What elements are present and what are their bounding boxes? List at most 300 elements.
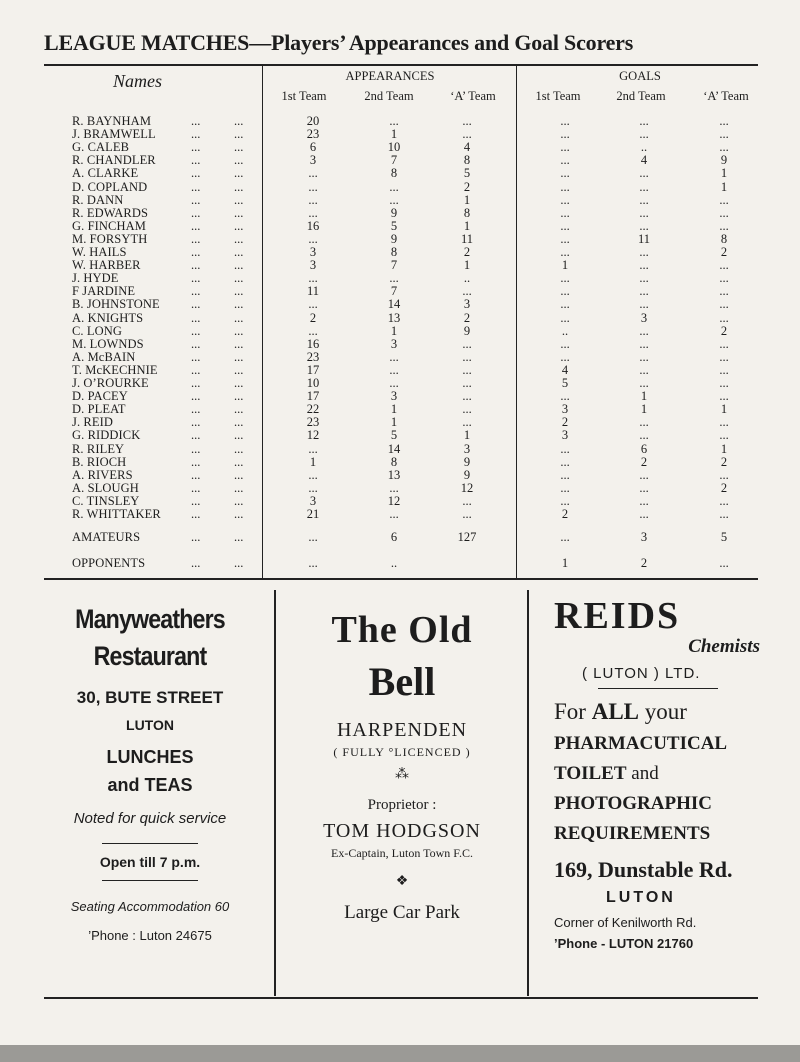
leader-dots: ... [234,428,244,443]
apps-1st-team: ... [308,467,318,482]
apps-a-team: 11 [460,231,474,246]
goals-2nd-team: ... [639,166,649,181]
apps-1st-team: 3 [309,258,317,273]
apps-2nd-team: ... [389,192,399,207]
table-row [0,259,800,272]
pub-name-line1: The Old [331,609,473,651]
goals-a-team: ... [719,284,729,299]
player-name: W. HARBER [72,258,141,273]
leader-dots: ... [191,323,201,338]
apps-1st-team: ... [308,297,318,312]
goals-1st-team: 1 [561,258,569,273]
goals-1st-team: ... [560,530,570,544]
apps-a-team: 4 [463,140,471,155]
leader-dots: ... [234,231,244,246]
pub-name-line2: Bell [368,659,436,704]
goals-a-team: ... [719,415,729,430]
apps-2nd-team: 7 [390,284,398,299]
apps-1st-team: 10 [306,376,320,390]
apps-a-team: ... [462,493,472,508]
goals-1st-team: ... [560,480,570,495]
goals-a-team: 2 [720,454,728,469]
page-title: LEAGUE MATCHES—Players’ Appearances and Goal Scorers [44,30,634,55]
goals-1st-team: 2 [561,415,569,430]
goals-2nd-team: ... [639,245,649,259]
goals-2nd-team: ... [639,376,649,390]
apps-2nd-team: 9 [390,231,398,246]
goals-1st-team: ... [560,231,570,246]
player-name: B. JOHNSTONE [72,297,160,312]
apps-2nd-team: 1 [390,402,398,417]
leader-dots: ... [234,454,244,469]
opponents-row [0,557,800,570]
leader-dots: ... [191,389,201,404]
goals-2nd-team: ... [639,507,649,521]
row-name: AMATEURS [72,530,141,544]
leader-dots: ... [234,349,244,364]
apps-1st-team: 23 [306,127,320,142]
goals-a-team: 8 [720,231,728,246]
apps-1st-team: 6 [309,140,317,155]
table-row [0,429,800,442]
goals-1st-team: ... [560,349,570,364]
goals-2nd-team: 3 [640,310,648,325]
goals-1st-team: 3 [561,428,569,443]
leader-dots: ... [234,530,244,544]
table-row [0,325,800,338]
toilet-label: TOILET [554,763,627,784]
apps-2nd-team: 8 [390,245,398,259]
table-row [0,377,800,390]
leader-dots: ... [191,310,201,325]
goals-1st-team: 4 [561,362,569,377]
leader-dots: ... [191,284,201,299]
apps-2nd-team: 1 [390,415,398,430]
names-header: Names [113,71,162,91]
player-name: J. REID [72,415,113,430]
goals-1st-team: 3 [561,402,569,417]
title-underline [44,64,758,66]
restaurant-name-line2: Restaurant [93,641,207,671]
apps-a-team: 1 [463,428,471,443]
leader-dots: ... [234,362,244,377]
leader-dots: ... [191,556,201,570]
player-name: D. COPLAND [72,179,148,194]
goals-1st-team: ... [560,114,570,128]
apps-1st-team: ... [308,556,318,570]
leader-dots: ... [234,493,244,508]
apps-1st-team: ... [308,480,318,495]
apps-a-team: 5 [463,166,471,181]
goals-a-team: ... [719,192,729,207]
apps-1st-team: ... [308,530,318,544]
chemist-line-pharmaceutical: PHARMACUTICAL [554,733,728,754]
goals-1st-team: ... [560,192,570,207]
table-row [0,351,800,364]
goals-1st-team: ... [560,454,570,469]
leader-dots: ... [234,336,244,351]
leader-dots: ... [191,153,201,168]
table-row [0,456,800,469]
apps-2nd-team: 6 [390,530,398,544]
leader-dots: ... [234,480,244,495]
goals-a-team: 1 [720,402,728,417]
player-name: M. LOWNDS [72,336,144,351]
advert-divider-right [527,590,529,996]
apps-2nd-team: ... [389,376,399,390]
leader-dots: ... [234,205,244,220]
goals-1st-team-header: 1st Team [535,89,581,103]
apps-a-team: 3 [463,297,471,312]
goals-a-team: 2 [720,480,728,495]
player-name: M. FORSYTH [72,231,148,246]
goals-a-team: ... [719,428,729,443]
table-row [0,495,800,508]
apps-1st-team: 17 [306,389,320,404]
goals-a-team: 1 [720,441,728,456]
apps-2nd-team: 3 [390,389,398,404]
leader-dots: ... [234,284,244,299]
goals-2nd-team: 4 [640,153,648,168]
goals-a-team: ... [719,556,729,570]
restaurant-tagline: Noted for quick service [73,810,227,827]
apps-1st-team: ... [308,323,318,338]
goals-1st-team: ... [560,271,570,286]
goals-2nd-team: ... [639,297,649,312]
apps-a-team: 2 [463,179,471,194]
leader-dots: ... [191,205,201,220]
goals-1st-team: 5 [561,376,569,390]
apps-2nd-team: ... [389,179,399,194]
leader-dots: ... [191,402,201,417]
goals-a-team: ... [719,362,729,377]
ornament-icon: ⁂ [395,767,409,782]
proprietor-label: Proprietor : [367,797,437,813]
goals-a-team: ... [719,507,729,521]
goals-2nd-team: ... [639,467,649,482]
leader-dots: ... [234,467,244,482]
apps-2nd-team: 3 [390,336,398,351]
goals-1st-team: ... [560,153,570,168]
table-row [0,298,800,311]
apps-2nd-team: 8 [390,454,398,469]
apps-a-team: ... [462,127,472,142]
goals-a-team: ... [719,467,729,482]
chemist-subtitle: Chemists [688,636,760,657]
appearances-2nd-team-header: 2nd Team [364,89,414,103]
leader-dots: ... [191,349,201,364]
apps-2nd-team: ... [389,480,399,495]
table-row [0,364,800,377]
apps-1st-team: ... [308,192,318,207]
restaurant-divider-top [102,843,198,844]
leader-dots: ... [234,258,244,273]
player-name: G. FINCHAM [72,218,146,233]
chemist-town: LUTON [606,889,676,906]
apps-2nd-team: 14 [387,441,401,456]
table-row [0,154,800,167]
goals-a-team: ... [719,310,729,325]
goals-2nd-team: ... [639,179,649,194]
leader-dots: ... [234,441,244,456]
pub-parking: Large Car Park [344,902,460,923]
goals-a-team: ... [719,218,729,233]
leader-dots: ... [191,530,201,544]
goals-1st-team: ... [560,493,570,508]
goals-1st-team: ... [560,218,570,233]
goals-a-team-header: ‘A’ Team [703,89,749,103]
chemist-divider [598,688,718,689]
goals-2nd-team: ... [639,428,649,443]
appearances-1st-team-header: 1st Team [281,89,327,103]
leader-dots: ... [234,166,244,181]
leader-dots: ... [191,258,201,273]
goals-2nd-team: ... [639,493,649,508]
chemist-name: REIDS [554,595,681,637]
leader-dots: ... [234,310,244,325]
table-row [0,167,800,180]
apps-2nd-team: .. [390,556,398,570]
goals-2nd-team: ... [639,258,649,273]
goals-2nd-team: ... [639,127,649,142]
goals-2nd-team: ... [639,362,649,377]
player-name: A. KNIGHTS [72,310,144,325]
leader-dots: ... [191,231,201,246]
advert-reids [540,594,760,951]
goals-1st-team: ... [560,127,570,142]
goals-2nd-team: 1 [640,402,648,417]
leader-dots: ... [234,323,244,338]
for-all-suffix: your [644,699,687,724]
apps-a-team: 2 [463,310,471,325]
goals-a-team: ... [719,493,729,508]
leader-dots: ... [191,441,201,456]
goals-a-team: 1 [720,166,728,181]
player-name: T. McKECHNIE [72,362,158,377]
goals-1st-team: ... [560,336,570,351]
restaurant-town: LUTON [126,717,174,733]
player-name: A. SLOUGH [72,480,139,495]
goals-2nd-team: 6 [640,441,648,456]
apps-1st-team: 11 [306,284,320,299]
goals-a-team: ... [719,271,729,286]
player-name: G. RIDDICK [72,428,141,443]
apps-2nd-team: 1 [390,323,398,338]
leader-dots: ... [191,192,201,207]
apps-1st-team: ... [308,271,318,286]
apps-a-team: ... [462,376,472,390]
table-row [0,207,800,220]
apps-1st-team: 17 [306,362,320,377]
player-name: A. CLARKE [72,166,139,181]
table-row [0,285,800,298]
apps-a-team: 8 [463,153,471,168]
chemist-corner: Corner of Kenilworth Rd. [554,915,697,930]
apps-a-team: 127 [457,530,477,544]
apps-a-team: ... [462,415,472,430]
goals-a-team: ... [719,114,729,128]
chemist-phone: ’Phone - LUTON 21760 [554,936,694,951]
goals-header: GOALS [619,69,661,83]
apps-2nd-team: ... [389,114,399,128]
table-row [0,220,800,233]
table-row [0,508,800,521]
goals-a-team: ... [719,376,729,390]
apps-2nd-team: 8 [390,166,398,181]
restaurant-hours: Open till 7 p.m. [99,854,201,870]
table-row [0,403,800,416]
apps-a-team: .. [463,271,471,286]
apps-2nd-team: 5 [390,428,398,443]
goals-2nd-team: 1 [640,389,648,404]
apps-2nd-team: ... [389,362,399,377]
leader-dots: ... [234,402,244,417]
apps-2nd-team: ... [389,349,399,364]
goals-1st-team: .. [561,323,569,338]
table-row [0,194,800,207]
apps-1st-team: 2 [309,310,317,325]
table-row [0,469,800,482]
row-name: OPPONENTS [72,556,146,570]
apps-2nd-team: 9 [390,205,398,220]
apps-a-team: 1 [463,218,471,233]
advert-divider-left [274,590,276,996]
apps-a-team: 2 [463,245,471,259]
goals-a-team: ... [719,336,729,351]
for-all-prefix: For [554,699,586,724]
goals-2nd-team: ... [639,323,649,338]
apps-a-team: 1 [463,192,471,207]
apps-1st-team: 23 [306,349,320,364]
restaurant-address: 30, BUTE STREET [76,688,224,707]
chemist-line-toilet [554,763,760,785]
goals-1st-team: ... [560,297,570,312]
leader-dots: ... [191,428,201,443]
advert-bottom-rule [44,997,758,999]
leader-dots: ... [234,179,244,194]
goals-1st-team: ... [560,284,570,299]
player-name: G. CALEB [72,140,130,155]
leader-dots: ... [234,271,244,286]
leader-dots: ... [191,127,201,142]
leader-dots: ... [191,507,201,521]
player-name: F JARDINE [72,284,136,299]
table-bottom-rule [44,578,758,580]
goals-2nd-team: 2 [640,556,648,570]
goals-2nd-team: 3 [640,530,648,544]
apps-2nd-team: 12 [387,493,401,508]
table-row [0,233,800,246]
leader-dots: ... [234,153,244,168]
chemist-address: 169, Dunstable Rd. [554,857,733,882]
player-name: R. BAYNHAM [72,114,152,128]
leader-dots: ... [234,507,244,521]
leader-dots: ... [191,166,201,181]
pub-licence: ( FULLY °LICENCED ) [333,745,471,759]
amateurs-row [0,531,800,544]
leader-dots: ... [191,218,201,233]
apps-1st-team: 22 [306,402,320,417]
restaurant-phone: ’Phone : Luton 24675 [88,928,212,943]
apps-1st-team: 16 [306,218,320,233]
goals-a-team: 1 [720,179,728,194]
goals-2nd-team: ... [639,271,649,286]
goals-2nd-team: 11 [637,231,651,246]
apps-2nd-team: 7 [390,153,398,168]
apps-a-team: 9 [463,467,471,482]
leader-dots: ... [234,297,244,312]
apps-a-team: ... [462,336,472,351]
goals-2nd-team: ... [639,218,649,233]
apps-a-team: 1 [463,258,471,273]
player-name: J. O’ROURKE [72,376,149,390]
goals-a-team: ... [719,205,729,220]
leader-dots: ... [191,362,201,377]
apps-1st-team: ... [308,179,318,194]
player-name: J. BRAMWELL [72,127,156,142]
leader-dots: ... [234,218,244,233]
restaurant-name-line1: Manyweathers [75,604,225,634]
apps-2nd-team: 13 [387,467,401,482]
chemist-line-requirements: REQUIREMENTS [554,823,711,844]
apps-2nd-team: ... [389,507,399,521]
chemist-for-all [554,699,760,725]
chemist-line-photographic: PHOTOGRAPHIC [554,793,712,814]
leader-dots: ... [234,389,244,404]
leader-dots: ... [234,415,244,430]
table-row [0,312,800,325]
goals-1st-team: ... [560,467,570,482]
goals-1st-team: 2 [561,507,569,521]
table-row [0,338,800,351]
apps-2nd-team: 14 [387,297,401,312]
apps-2nd-team: 10 [387,140,401,155]
apps-1st-team: ... [308,441,318,456]
apps-a-team: 9 [463,323,471,338]
apps-a-team: ... [462,507,472,521]
table-row [0,181,800,194]
apps-a-team: 12 [460,480,474,495]
apps-a-team: ... [462,362,472,377]
apps-1st-team: ... [308,231,318,246]
goals-a-team: ... [719,140,729,155]
leader-dots: ... [191,480,201,495]
apps-a-team: 8 [463,205,471,220]
goals-a-team: ... [719,389,729,404]
leader-dots: ... [234,245,244,259]
apps-2nd-team: 13 [387,310,401,325]
player-name: A. McBAIN [72,349,136,364]
apps-1st-team: ... [308,205,318,220]
goals-1st-team: ... [560,205,570,220]
table-row [0,246,800,259]
player-name: D. PACEY [72,389,128,404]
player-name: R. WHITTAKER [72,507,161,521]
goals-a-team: ... [719,349,729,364]
goals-2nd-team: ... [639,284,649,299]
apps-1st-team: 23 [306,415,320,430]
goals-a-team: ... [719,258,729,273]
leader-dots: ... [191,336,201,351]
apps-2nd-team: 1 [390,127,398,142]
leader-dots: ... [191,467,201,482]
for-all-emphasis: ALL [591,699,639,724]
goals-a-team: 9 [720,153,728,168]
player-name: R. RILEY [72,441,125,456]
apps-a-team: ... [462,389,472,404]
ornament-icon: ❖ [395,874,409,889]
goals-a-team: 2 [720,245,728,259]
